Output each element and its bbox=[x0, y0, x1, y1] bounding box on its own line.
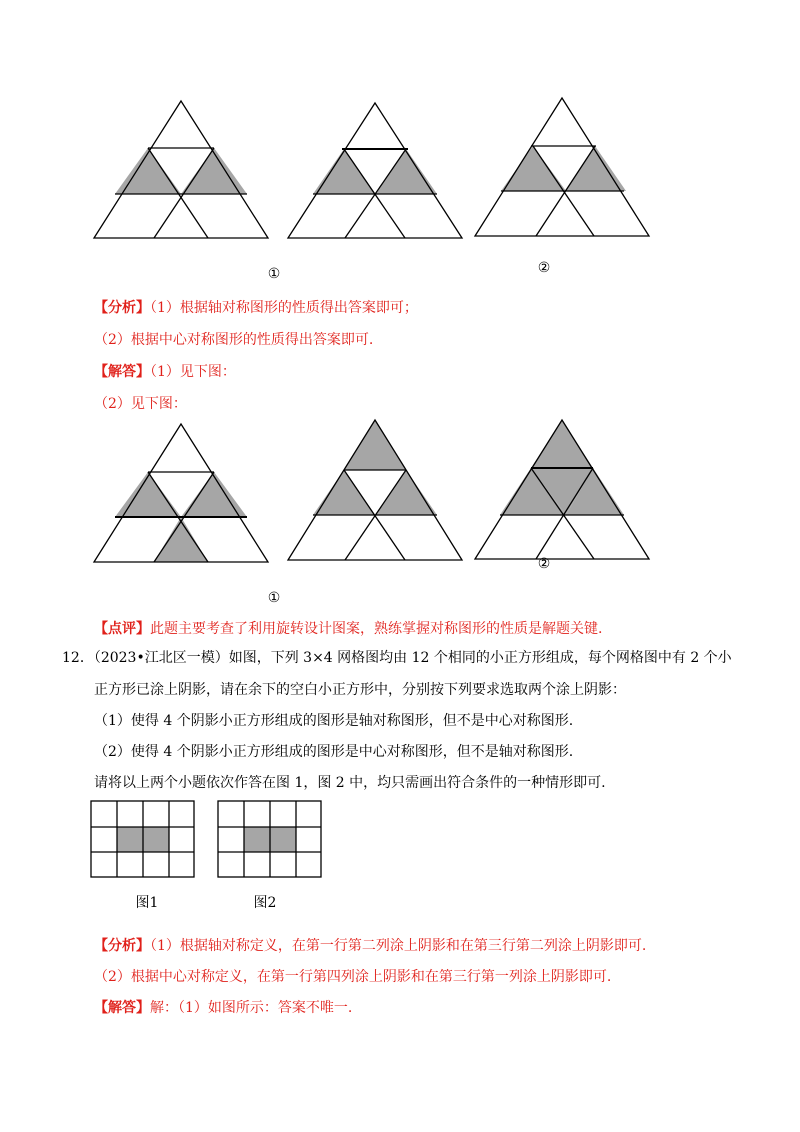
grid-caption-1: 图1 bbox=[135, 895, 159, 911]
analysis-tag: 【分析】 bbox=[94, 300, 150, 316]
problem-text: （2023•江北区一模）如图，下列 3×4 网格图均由 12 个相同的小正方形组成，每个网格图中有 2 个小 bbox=[93, 650, 732, 666]
problem-12-requirement-1: （1）使得 4 个阴影小正方形组成的图形是轴对称图形，但不是中心对称图形. bbox=[94, 713, 574, 729]
figure-label-1-top: ① bbox=[267, 266, 281, 282]
answer-2-line bbox=[94, 998, 352, 1018]
answer-text: （1）见下图： bbox=[150, 364, 236, 380]
answer-2-text: 解：（1）如图所示：答案不唯一. bbox=[150, 1000, 353, 1016]
answer-1-line-2: （2）见下图： bbox=[94, 396, 187, 412]
figure-label-1-answer: ① bbox=[267, 590, 281, 606]
analysis-2-line-2: （2）根据中心对称定义，在第一行第四列涂上阴影和在第三行第一列涂上阴影即可. bbox=[94, 969, 612, 985]
figure-label-2-answer: ② bbox=[537, 556, 551, 572]
grid-caption-2: 图2 bbox=[253, 895, 277, 911]
problem-12-line-2: 正方形已涂上阴影，请在余下的空白小正方形中，分别按下列要求选取两个涂上阴影： bbox=[94, 682, 626, 698]
comment-tag: 【点评】 bbox=[94, 621, 150, 637]
problem-12-requirement-2: （2）使得 4 个阴影小正方形组成的图形是中心对称图形，但不是轴对称图形. bbox=[94, 744, 574, 760]
problem-12-instruction: 请将以上两个小题依次作答在图 1，图 2 中，均只需画出符合条件的一种情形即可. bbox=[94, 775, 606, 791]
answer-2-tag: 【解答】 bbox=[94, 1000, 150, 1016]
analysis-2-tag: 【分析】 bbox=[94, 938, 150, 954]
analysis-2-text: （1）根据轴对称定义，在第一行第二列涂上阴影和在第三行第二列涂上阴影即可. bbox=[150, 938, 647, 954]
problem-number: 12． bbox=[62, 650, 94, 666]
analysis-2-line-1 bbox=[94, 936, 646, 956]
analysis-1-line-2: （2）根据中心对称图形的性质得出答案即可. bbox=[94, 332, 374, 348]
comment-text: 此题主要考查了利用旋转设计图案，熟练掌握对称图形的性质是解题关键. bbox=[150, 621, 603, 637]
analysis-text: （1）根据轴对称图形的性质得出答案即可； bbox=[150, 300, 418, 316]
answer-tag: 【解答】 bbox=[94, 364, 150, 380]
figure-label-2-top: ② bbox=[537, 260, 551, 276]
